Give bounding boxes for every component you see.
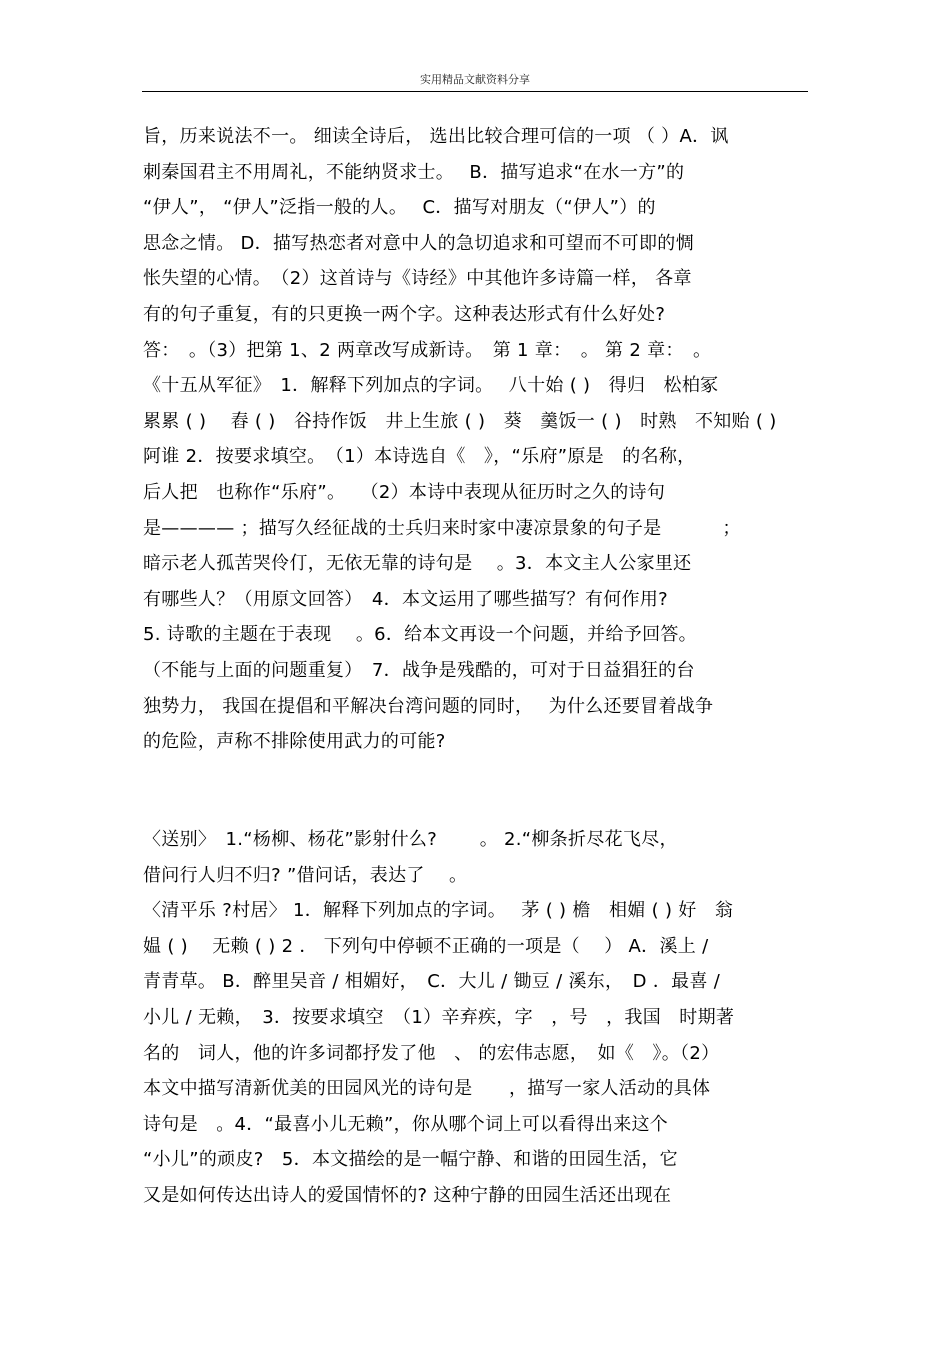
- text-line: 〈清平乐 ?村居〉 1．解释下列加点的字词。 茅 ( ) 檐 相媚 ( ) 好 翁: [143, 900, 734, 922]
- text-line: 是———— ；描写久经征战的士兵归来时家中凄凉景象的句子是 ；: [143, 517, 741, 539]
- text-line: 阿谁 2．按要求填空。 （1）本诗选自《 》，“乐府”原是 的名称，: [143, 446, 696, 468]
- section-songbie-and-qingpingle: [143, 822, 813, 1214]
- text-line: 旨，历来说法不一。 细读全诗后， 选出比较合理可信的一项 （ ）A．讽: [143, 126, 729, 147]
- page-header-title: 实用精品文献资料分享: [420, 73, 530, 86]
- text-line: 青青草。 B．醉里吴音 / 相媚好， C．大儿 / 锄豆 / 溪东， D ．最喜 /: [143, 971, 721, 993]
- text-line: 有哪些人？（用原文回答） 4．本文运用了哪些描写？有何作用?: [143, 588, 669, 610]
- text-line: 累累 ( ) 舂 ( ) 谷持作饭 井上生旅 ( ) 葵 羹饭一 ( ) 时熟 不知贻 ( ): [143, 410, 777, 432]
- section-shijing-and-shiwucongjunzheng: [143, 119, 813, 760]
- text-line: 诗句是 。4．“最喜小儿无赖”，你从哪个词上可以看得出来这个: [143, 1113, 669, 1135]
- text-line: “小儿”的顽皮? 5．本文描绘的是一幅宁静、和谐的田园生活，它: [143, 1149, 678, 1171]
- text-line: 暗示老人孤苦哭伶仃，无依无靠的诗句是 。3．本文主人公家里还: [143, 553, 692, 575]
- text-line: 的危险，声称不排除使用武力的可能?: [143, 731, 446, 753]
- text-line: （不能与上面的问题重复） 7．战争是残酷的，可对于日益猖狂的台: [143, 659, 695, 681]
- text-line: 名的 词人，他的许多词都抒发了他 、 的宏伟志愿， 如《 》。（2）: [143, 1042, 720, 1064]
- text-line: 后人把 也称作“乐府”。 （2）本诗中表现从征历时之久的诗句: [143, 481, 666, 503]
- text-line: 媪 ( ) 无赖 ( ) 2 ． 下列句中停顿不正确的一项是（ ） A．溪上 /: [143, 935, 709, 957]
- text-line: 又是如何传达出诗人的爱国情怀的? 这种宁静的田园生活还出现在: [143, 1184, 672, 1206]
- text-line: 怅失望的心情。 （2）这首诗与《诗经》中其他许多诗篇一样， 各章: [143, 268, 692, 290]
- text-line: 〈送别〉 1.“杨柳、杨花”影射什么? 。 2.“柳条折尽花飞尽，: [143, 829, 678, 850]
- text-line: 思念之情。 D．描写热恋者对意中人的急切追求和可望而不可即的惆: [143, 232, 694, 254]
- text-line: 本文中描写清新优美的田园风光的诗句是 ，描写一家人活动的具体: [143, 1078, 711, 1100]
- text-line: 答： 。（3）把第 1、2 两章改写成新诗。 第 1 章： 。 第 2 章： 。: [143, 339, 712, 361]
- text-line: 有的句子重复，有的只更换一两个字。这种表达形式有什么好处?: [143, 303, 666, 325]
- text-line: 借问行人归不归? ”借问话，表达了 。: [143, 864, 468, 886]
- text-line: 5. 诗歌的主题在于表现 。6．给本文再设一个问题，并给予回答。: [143, 624, 697, 646]
- header-divider: [142, 91, 808, 92]
- text-line: 小儿 / 无赖， 3．按要求填空 （1）辛弃疾，字 ，号 ，我国 时期著: [143, 1006, 735, 1028]
- text-line: 《十五从军征》 1．解释下列加点的字词。 八十始 ( ) 得归 松柏冢: [143, 375, 719, 397]
- text-line: 独势力， 我国在提倡和平解决台湾问题的同时， 为什么还要冒着战争: [143, 695, 714, 717]
- text-line: 刺秦国君主不用周礼，不能纳贤求士。 B．描写追求“在水一方”的: [143, 161, 685, 183]
- text-line: “伊人”， “伊人”泛指一般的人。 C．描写对朋友（“伊人”）的: [143, 197, 656, 219]
